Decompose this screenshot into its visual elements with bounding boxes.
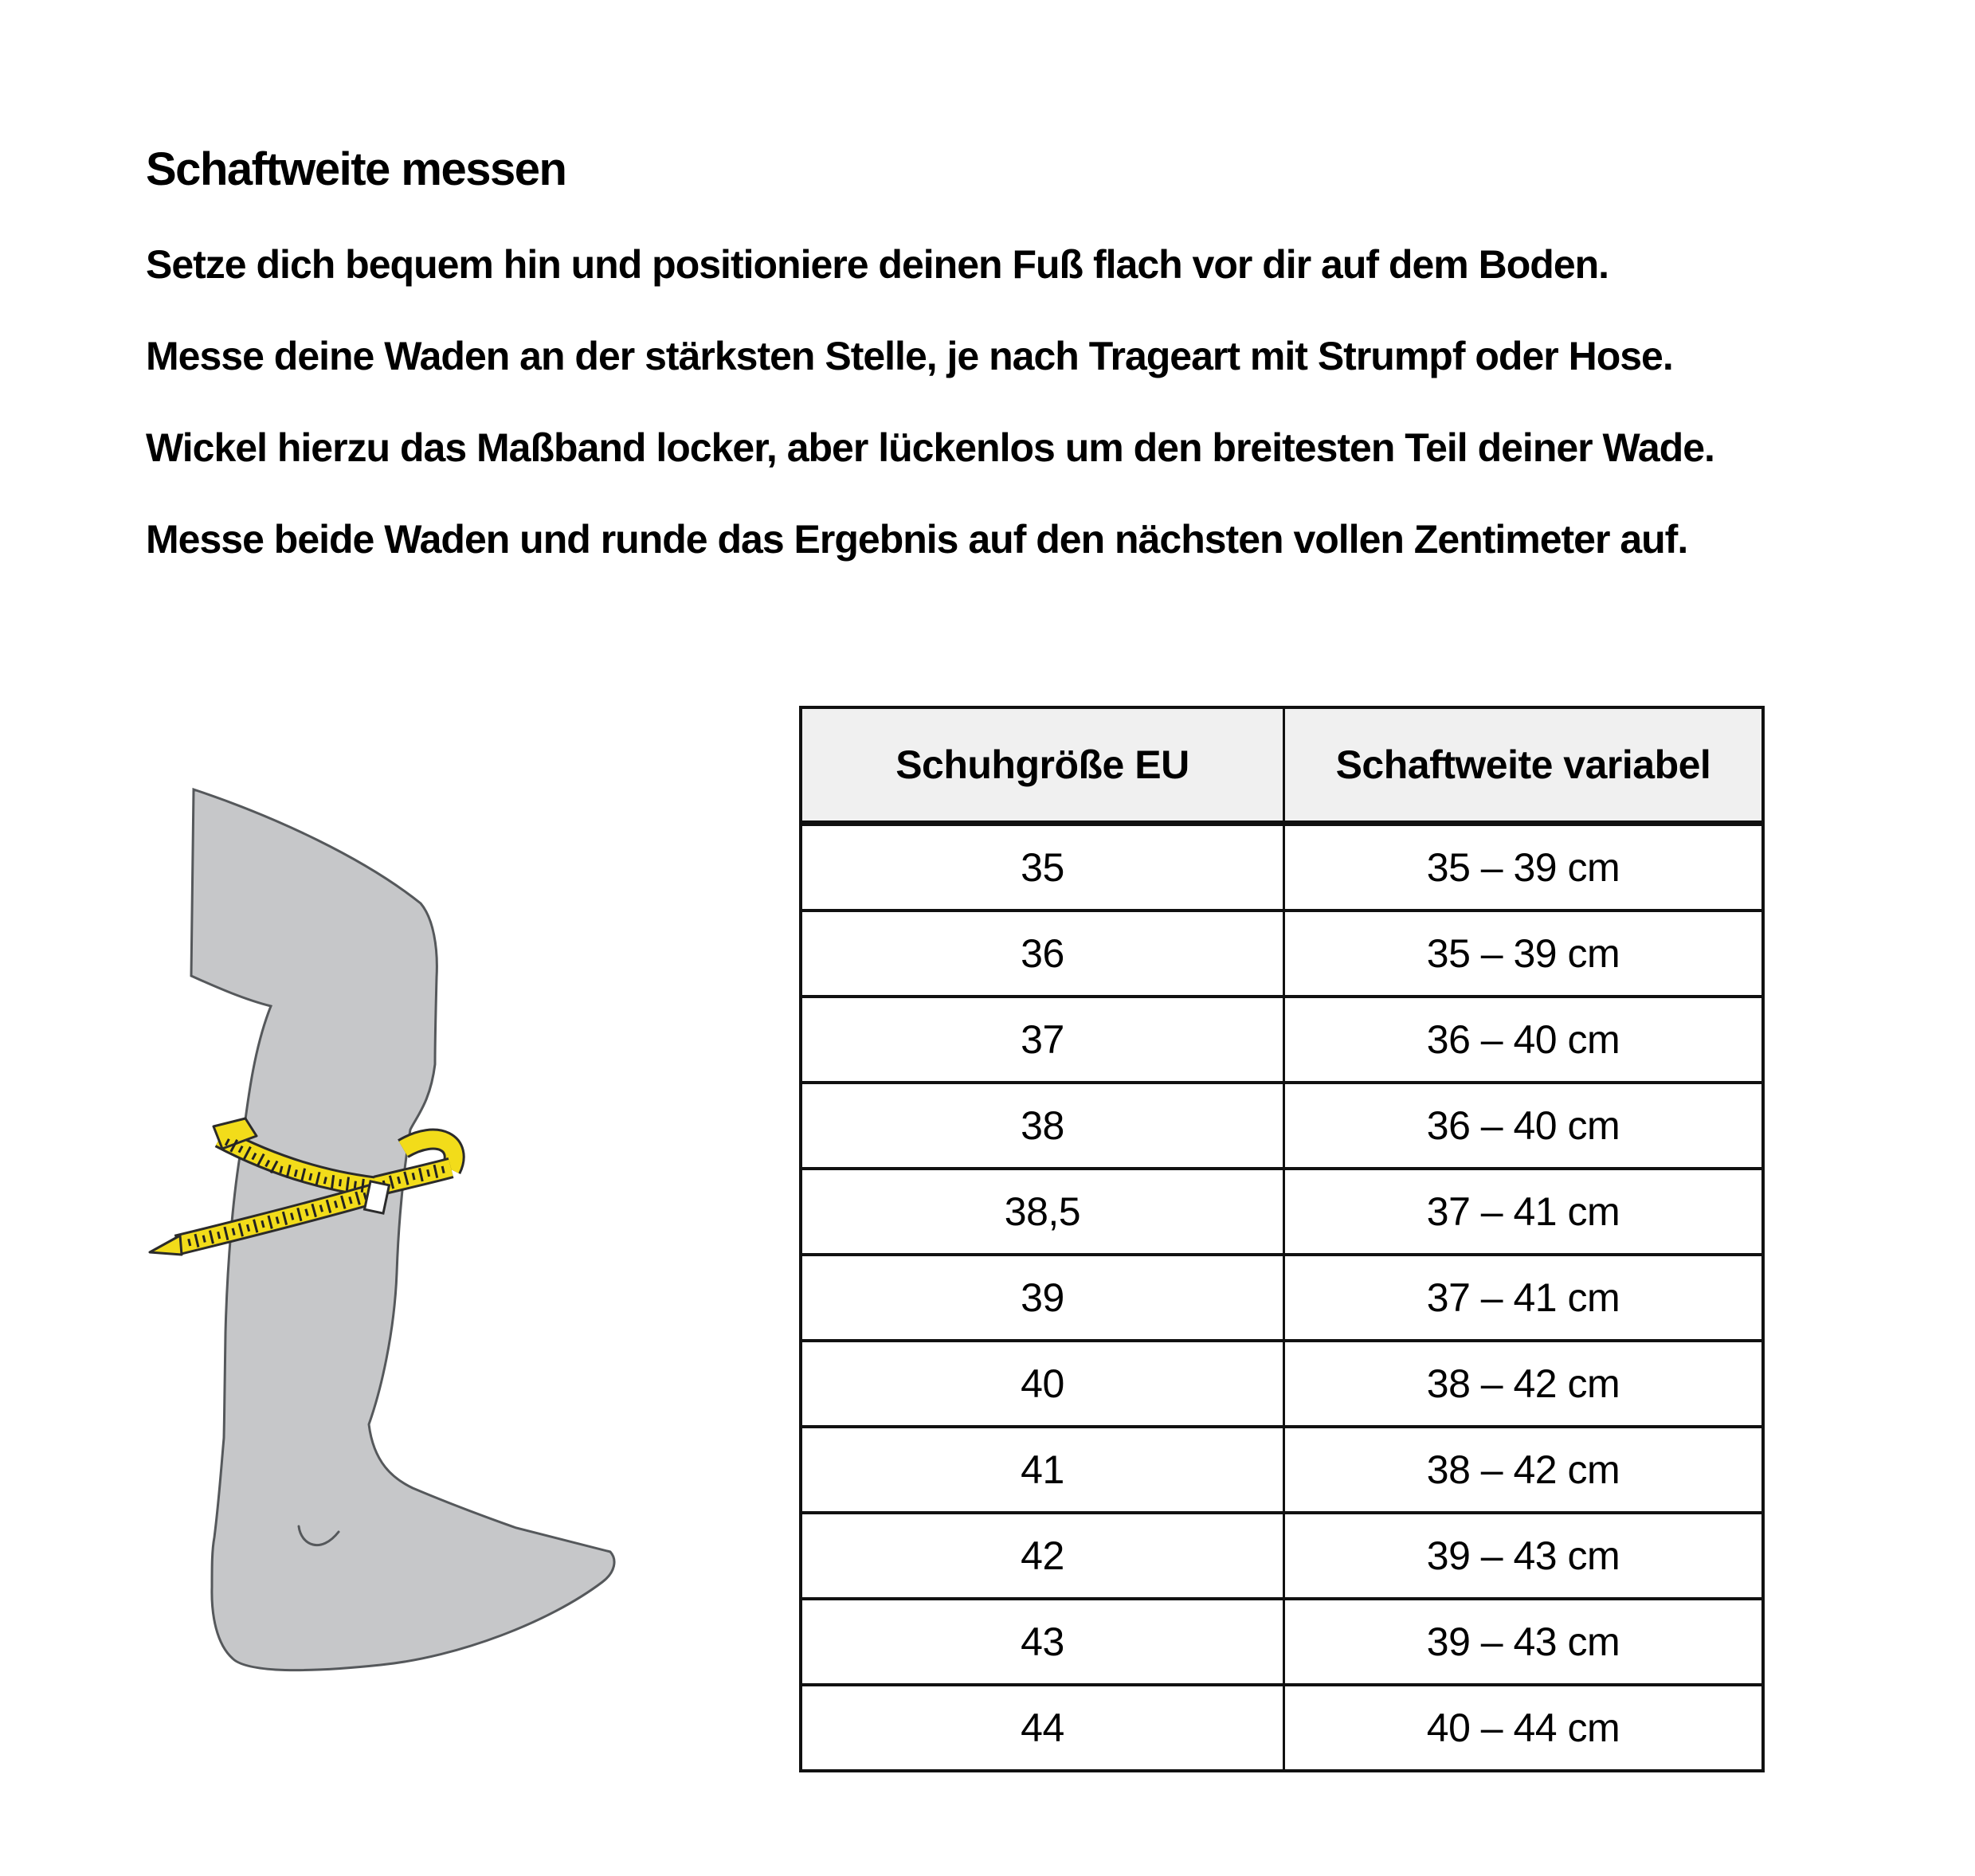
cell-shoe-size: 41 — [801, 1427, 1283, 1513]
instruction-line: Setze dich bequem hin und positioniere deinen Fuß flach vor dir auf dem Boden. — [146, 242, 1609, 287]
size-table-row — [801, 1341, 1763, 1427]
cell-shoe-size: 40 — [801, 1341, 1283, 1427]
cell-shoe-size: 35 — [801, 824, 1283, 911]
instruction-line: Wickel hierzu das Maßband locker, aber lückenlos um den breitesten Teil deiner Wade. — [146, 425, 1714, 470]
cell-shaft-width: 36 – 40 cm — [1283, 1083, 1763, 1169]
instruction-line: Messe deine Waden an der stärksten Stelle, je nach Trageart mit Strumpf oder Hose. — [146, 334, 1673, 378]
cell-shaft-width: 38 – 42 cm — [1283, 1341, 1763, 1427]
size-table-row — [801, 1513, 1763, 1599]
cell-shaft-width: 39 – 43 cm — [1283, 1513, 1763, 1599]
instruction-list — [146, 241, 1883, 608]
cell-shaft-width: 37 – 41 cm — [1283, 1169, 1763, 1255]
size-table-row — [801, 1685, 1763, 1771]
column-header-shoe-size: Schuhgröße EU — [801, 707, 1283, 824]
cell-shoe-size: 37 — [801, 997, 1283, 1083]
size-table-row — [801, 997, 1763, 1083]
cell-shoe-size: 38 — [801, 1083, 1283, 1169]
column-header-shaft-width: Schaftweite variabel — [1283, 707, 1763, 824]
cell-shaft-width: 40 – 44 cm — [1283, 1685, 1763, 1771]
size-table-row — [801, 911, 1763, 997]
cell-shaft-width: 37 – 41 cm — [1283, 1255, 1763, 1341]
leg-with-tape-graphic — [142, 771, 652, 1691]
cell-shaft-width: 35 – 39 cm — [1283, 911, 1763, 997]
size-table-row — [801, 824, 1763, 911]
cell-shoe-size: 44 — [801, 1685, 1283, 1771]
cell-shoe-size: 38,5 — [801, 1169, 1283, 1255]
cell-shaft-width: 35 – 39 cm — [1283, 824, 1763, 911]
cell-shaft-width: 36 – 40 cm — [1283, 997, 1763, 1083]
cell-shoe-size: 43 — [801, 1599, 1283, 1685]
cell-shaft-width: 39 – 43 cm — [1283, 1599, 1763, 1685]
cell-shoe-size: 39 — [801, 1255, 1283, 1341]
size-table — [799, 706, 1765, 1772]
size-table-row — [801, 1255, 1763, 1341]
size-table-header-row — [801, 707, 1763, 824]
size-table-row — [801, 1599, 1763, 1685]
leg-measuring-illustration — [142, 771, 652, 1691]
page-title: Schaftweite messen — [146, 143, 566, 195]
size-table-row — [801, 1169, 1763, 1255]
cell-shaft-width: 38 – 42 cm — [1283, 1427, 1763, 1513]
cell-shoe-size: 36 — [801, 911, 1283, 997]
tape-tip — [150, 1236, 182, 1255]
size-table-row — [801, 1427, 1763, 1513]
instruction-line: Messe beide Waden und runde das Ergebnis auf den nächsten vollen Zentimeter auf. — [146, 517, 1688, 562]
size-table-row — [801, 1083, 1763, 1169]
cell-shoe-size: 42 — [801, 1513, 1283, 1599]
